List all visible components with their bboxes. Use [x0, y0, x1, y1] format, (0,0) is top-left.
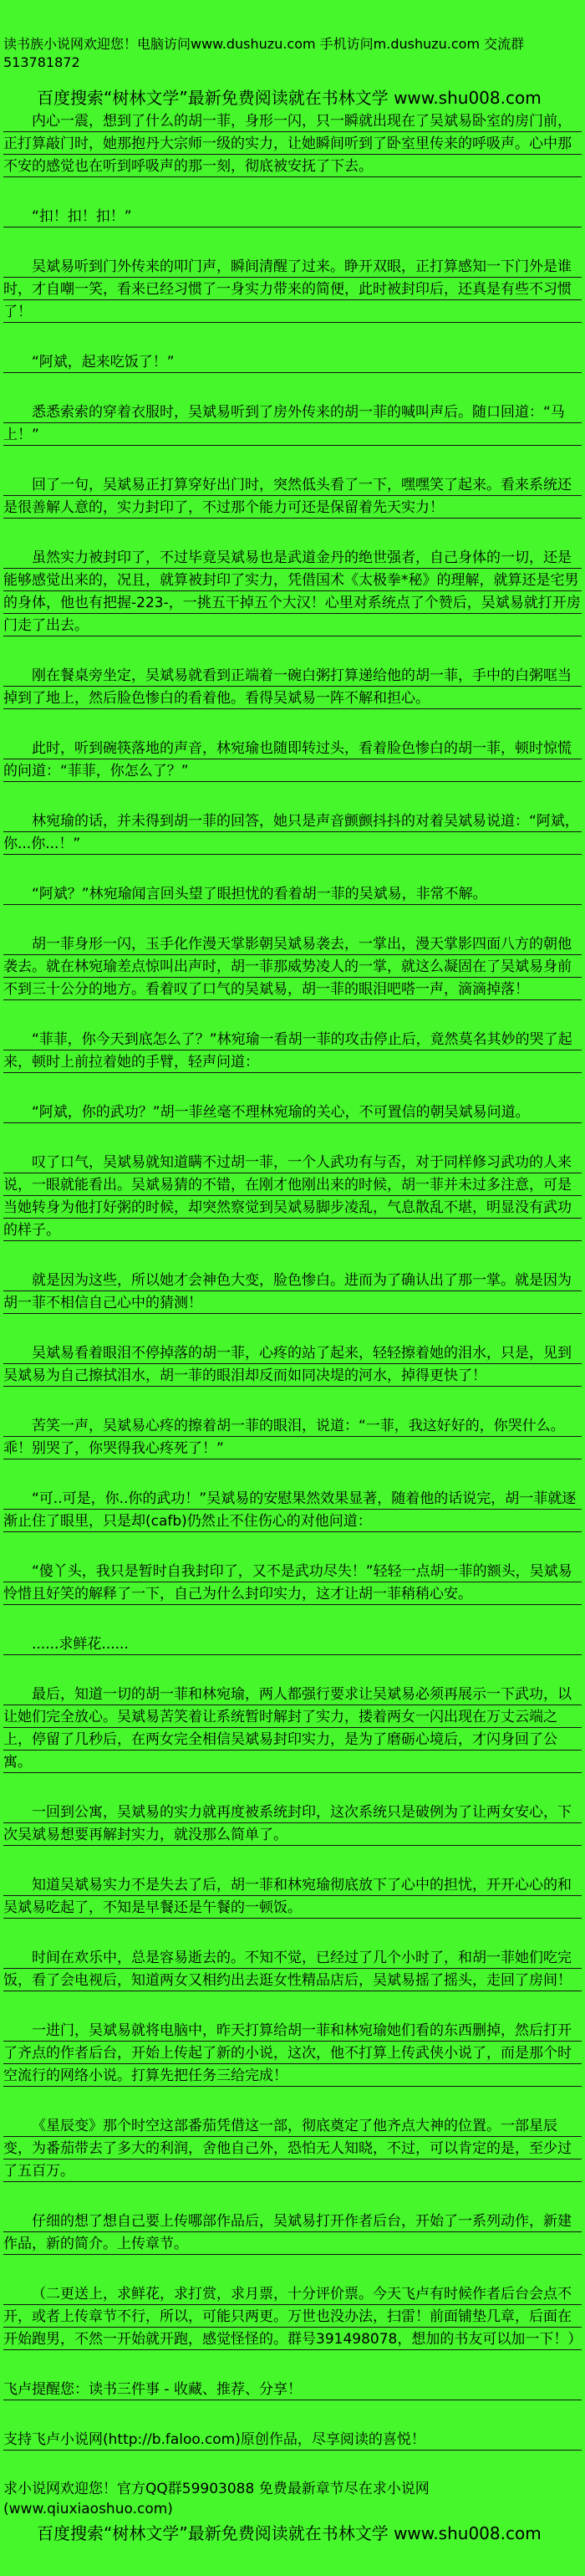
- paragraph: 苦笑一声，吴斌易心疼的擦着胡一菲的眼泪，说道：“一菲，我这好好的，你哭什么。乖！别哭了，你哭得我心疼死了！”: [3, 1415, 582, 1460]
- paragraph: “阿斌，起来吃饭了！”: [3, 351, 582, 374]
- paragraph: 支持飞卢小说网(http://b.faloo.com)原创作品，尽享阅读的喜悦！: [3, 2429, 582, 2451]
- paragraph: 林宛瑜的话，并未得到胡一菲的回答，她只是声音颤颤抖抖的对着吴斌易说道：“阿斌，你...你...！”: [3, 810, 582, 856]
- paragraph: 最后，知道一切的胡一菲和林宛瑜，两人都强行要求让吴斌易必须再展示一下武功，以让她们完全放心。吴斌易苦笑着让系统暂时解封了实力，搂着两女一闪出现在万丈云端之上，停留了几秒后，在两女完全相信吴斌易封印实力，是为了磨砺心境后，才闪身回了公寓。: [3, 1684, 582, 1774]
- paragraph: ......求鲜花......: [3, 1633, 582, 1656]
- paragraph: 刚在餐桌旁坐定，吴斌易就看到正端着一碗白粥打算递给他的胡一菲，手中的白粥哐当掉到了地上，然后脸色惨白的看着他。看得吴斌易一阵不解和担心。: [3, 665, 582, 710]
- paragraph: 胡一菲身形一闪，玉手化作漫天掌影朝吴斌易袭去，一掌出，漫天掌影四面八方的朝他袭去。就在林宛瑜差点惊叫出声时，胡一菲那威势凌人的一掌，就这么凝固在了吴斌易身前不到三十公分的地方。看着叹了口气的吴斌易，胡一菲的眼泪吧嗒一声，滴滴掉落！: [3, 933, 582, 1001]
- paragraph: 虽然实力被封印了，不过毕竟吴斌易也是武道金丹的绝世强者，自己身体的一切，还是能够感觉出来的，况且，就算被封印了实力，凭借国术《太极拳*秘》的理解，就算还是宅男的身体，他也有把握-223-，一挑五干掉五个大汉！心里对系统点了个赞后，吴斌易就打开房门走了出去。: [3, 547, 582, 637]
- paragraph: 叹了口气，吴斌易就知道瞒不过胡一菲，一个人武功有与否，对于同样修习武功的人来说，一眼就能看出。吴斌易猜的不错，在刚才他刚出来的时候，胡一菲并未过多注意，可是当她转身为他打好粥的时候，却突然察觉到吴斌易脚步凌乱，气息散乱不堪，明显没有武功的样子。: [3, 1152, 582, 1242]
- paragraph: 内心一震，想到了什么的胡一菲，身形一闪，只一瞬就出现在了吴斌易卧室的房门前，正打算敲门时，她那抱丹大宗师一级的实力，让她瞬间听到了卧室里传来的呼吸声。心中那不安的感觉也在听到呼吸声的那一刻，彻底被安抚了下去。: [3, 110, 582, 178]
- paragraph: 此时，听到碗筷落地的声音，林宛瑜也随即转过头，看着脸色惨白的胡一菲，顿时惊慌的问道：“菲菲，你怎么了？”: [3, 738, 582, 783]
- paragraph: 飞卢提醒您：读书三件事 - 收藏、推荐、分享！: [3, 2379, 582, 2401]
- paragraph: “阿斌，你的武功？”胡一菲丝毫不理林宛瑜的关心，不可置信的朝吴斌易问道。: [3, 1101, 582, 1124]
- paragraph: 一回到公寓，吴斌易的实力就再度被系统封印，这次系统只是破例为了让两女安心，下次吴斌易想要再解封实力，就没那么简单了。: [3, 1802, 582, 1847]
- paragraph: “扣！扣！扣！”: [3, 206, 582, 228]
- paragraph: 一进门，吴斌易就将电脑中，昨天打算给胡一菲和林宛瑜她们看的东西删掉，然后打开了齐点的作者后台，开始上传起了新的小说，这次，他不打算上传武侠小说了，而是那个时空流行的网络小说。打算先把任务三给完成！: [3, 2020, 582, 2088]
- paragraph: 回了一句，吴斌易正打算穿好出门时，突然低头看了一下，嘿嘿笑了起来。看来系统还是很善解人意的，实力封印了，不过那个能力可还是保留着先天实力！: [3, 474, 582, 519]
- header-welcome-line: 读书族小说网欢迎您！电脑访问www.dushuzu.com 手机访问m.dushuzu.com 交流群513781872: [3, 36, 525, 70]
- footer-promo-line: 百度搜索“树林文学”最新免费阅读就在书林文学 www.shu008.com: [37, 2523, 542, 2543]
- paragraph: 《星辰变》那个时空这部番茄凭借这一部，彻底奠定了他齐点大神的位置。一部星辰变，为番茄带去了多大的利润，舍他自己外，恐怕无人知晓，不过，可以肯定的是，至少过了五百万。: [3, 2115, 582, 2183]
- paragraph: “菲菲，你今天到底怎么了？”林宛瑜一看胡一菲的攻击停止后，竟然莫名其妙的哭了起来，顿时上前拉着她的手臂，轻声问道：: [3, 1029, 582, 1074]
- paragraph: 仔细的想了想自己要上传哪部作品后，吴斌易打开作者后台，开始了一系列动作，新建作品，新的简介。上传章节。: [3, 2211, 582, 2256]
- chapter-content: [3, 110, 582, 2451]
- paragraph: 就是因为这些，所以她才会神色大变，脸色惨白。进而为了确认出了那一掌。就是因为胡一菲不相信自己心中的猜测！: [3, 1270, 582, 1315]
- paragraph: （二更送上，求鲜花，求打赏，求月票，十分评价票。今天飞卢有时候作者后台会点不开，或者上传章节不行，所以，可能只两更。万世也没办法，扫雷！前面铺垫几章，后面在开始跑男，不然一开始就开跑，感觉怪怪的。群号391498078，想加的书友可以加一下！）: [3, 2283, 582, 2351]
- header-promo-line: 百度搜索“树林文学”最新免费阅读就在书林文学 www.shu008.com: [37, 88, 542, 108]
- paragraph: 时间在欢乐中，总是容易逝去的。不知不觉，已经过了几个小时了，和胡一菲她们吃完饭，看了会电视后，知道两女又相约出去逛女性精品店后，吴斌易摇了摇头，走回了房间！: [3, 1947, 582, 1992]
- paragraph: “可..可是，你..你的武功！”吴斌易的安慰果然效果显著，随着他的话说完，胡一菲就逐渐止住了眼里，只是却(cafb)仍然止不住伤心的对他问道：: [3, 1488, 582, 1533]
- paragraph: 吴斌易听到门外传来的叩门声，瞬间清醒了过来。睁开双眼，正打算感知一下门外是谁时，才自嘲一笑，看来已经习惯了一身实力带来的简便，此时被封印后，还真是有些不习惯了！: [3, 256, 582, 324]
- paragraph: 悉悉索索的穿着衣服时，吴斌易听到了房外传来的胡一菲的喊叫声后。随口回道：“马上！”: [3, 401, 582, 447]
- footer-welcome-line: 求小说网欢迎您！官方QQ群59903088 免费最新章节尽在求小说网(www.qiuxiaoshuo.com): [3, 2481, 430, 2517]
- paragraph: “阿斌？”林宛瑜闻言回头望了眼担忧的看着胡一菲的吴斌易，非常不解。: [3, 883, 582, 906]
- paragraph: 知道吴斌易实力不是失去了后，胡一菲和林宛瑜彻底放下了心中的担忧，开开心心的和吴斌易吃起了，不知是早餐还是午餐的一顿饭。: [3, 1874, 582, 1919]
- paragraph: 吴斌易看着眼泪不停掉落的胡一菲，心疼的站了起来，轻轻擦着她的泪水，只是，见到吴斌易为自己擦拭泪水，胡一菲的眼泪却反而如同决堤的河水，掉得更快了！: [3, 1342, 582, 1388]
- paragraph: “傻丫头，我只是暂时自我封印了，又不是武功尽失！”轻轻一点胡一菲的额头，吴斌易怜惜且好笑的解释了一下，自己为什么封印实力，这才让胡一菲稍稍心安。: [3, 1561, 582, 1606]
